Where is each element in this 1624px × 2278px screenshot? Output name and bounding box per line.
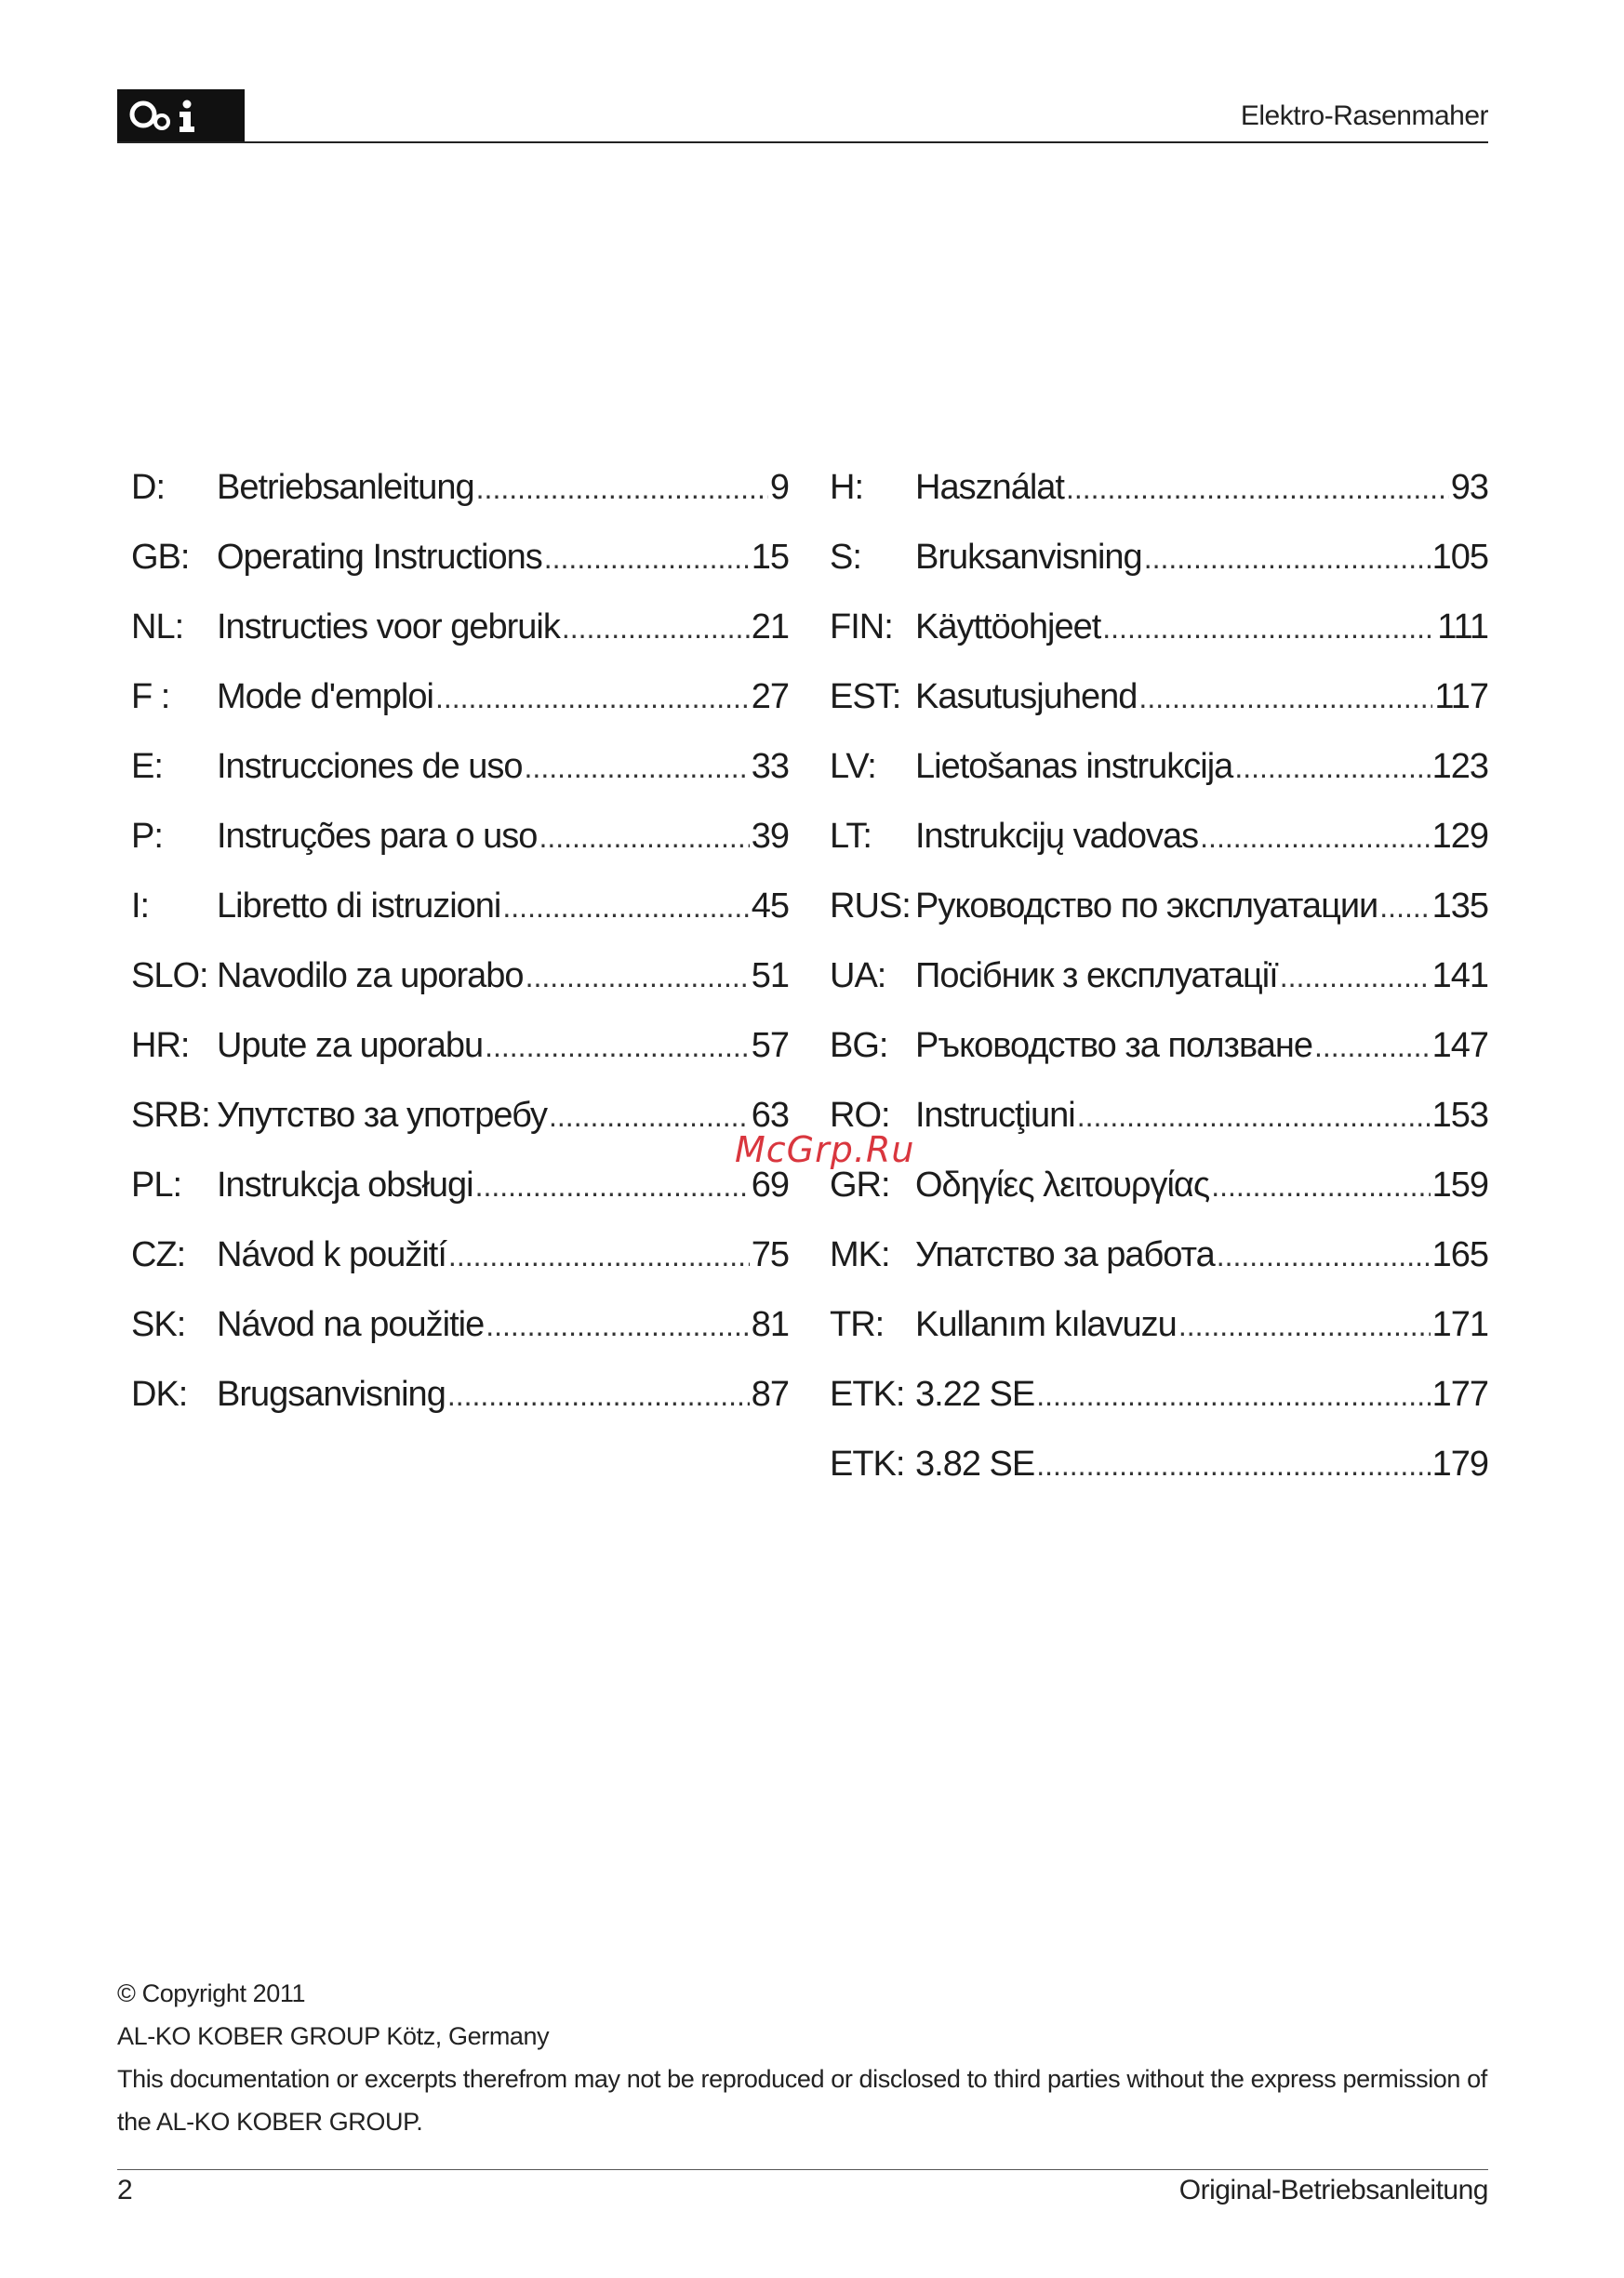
toc-entry[interactable]: [131, 817, 789, 886]
toc-entry[interactable]: [830, 538, 1488, 607]
manual-info-glyph: [128, 96, 231, 137]
toc-page: 93: [1450, 468, 1488, 507]
toc-leader: [476, 472, 768, 506]
toc-entry[interactable]: [131, 677, 789, 747]
toc-entry[interactable]: [830, 1445, 1488, 1514]
toc-page: 51: [751, 956, 789, 995]
toc-page: 141: [1431, 956, 1488, 995]
disclaimer-text: This documentation or excerpts therefrom may not be reproduced or disclosed to third parties without the express permission of the AL-KO KOBER GROUP.: [117, 2065, 1487, 2136]
toc-language-code: BG:: [830, 1026, 888, 1065]
toc-page: 45: [751, 886, 789, 926]
toc-title: Mode d'emploi: [217, 677, 433, 716]
toc-language-code: MK:: [830, 1235, 890, 1274]
toc-page: 87: [751, 1375, 789, 1414]
toc-language-code: S:: [830, 538, 861, 577]
toc-entry[interactable]: [131, 1235, 789, 1305]
toc-title: Ръководство за ползване: [915, 1026, 1312, 1065]
toc-leader: [435, 681, 750, 715]
toc-leader: [1144, 541, 1431, 576]
toc-page: 63: [751, 1096, 789, 1135]
toc-left-column: [131, 468, 789, 1445]
toc-title: Bruksanvisning: [915, 538, 1142, 577]
toc-page: 159: [1431, 1166, 1488, 1205]
toc-entry[interactable]: [131, 886, 789, 956]
toc-language-code: EST:: [830, 677, 901, 716]
toc-title: Instruções para o uso: [217, 817, 538, 856]
toc-language-code: NL:: [131, 607, 184, 646]
toc-title: Упатство за работа: [915, 1235, 1215, 1274]
toc-entry[interactable]: [131, 538, 789, 607]
toc-entry[interactable]: [131, 1375, 789, 1445]
toc-entry[interactable]: [131, 747, 789, 817]
page-number: 2: [117, 2175, 133, 2205]
toc-leader: [447, 1379, 750, 1413]
footer-divider: [117, 2169, 1488, 2170]
toc-title: Kasutusjuhend: [915, 677, 1138, 716]
toc-title: Посібник з експлуатації: [915, 956, 1278, 995]
toc-leader: [475, 1169, 750, 1204]
toc-leader: [526, 960, 750, 994]
toc-leader: [486, 1309, 750, 1343]
toc-page: 165: [1431, 1235, 1488, 1274]
toc-language-code: ETK:: [830, 1375, 905, 1414]
toc-title: Navodilo za uporabo: [217, 956, 524, 995]
toc-language-code: DK:: [131, 1375, 188, 1414]
toc-page: 81: [751, 1305, 789, 1344]
toc-language-code: RO:: [830, 1096, 890, 1135]
toc-page: 123: [1431, 747, 1488, 786]
toc-language-code: GB:: [131, 538, 190, 577]
toc-title: Instructies voor gebruik: [217, 607, 560, 646]
toc-page: 57: [751, 1026, 789, 1065]
copyright-line: © Copyright 2011: [117, 1979, 306, 2007]
toc-title: Návod na použitie: [217, 1305, 485, 1344]
toc-language-code: HR:: [131, 1026, 190, 1065]
toc-entry[interactable]: [830, 1375, 1488, 1445]
toc-language-code: D:: [131, 468, 165, 507]
toc-entry[interactable]: [830, 747, 1488, 817]
toc-entry[interactable]: [830, 1305, 1488, 1375]
toc-leader: [1077, 1099, 1431, 1134]
toc-page: 33: [751, 747, 789, 786]
toc-language-code: GR:: [830, 1166, 890, 1205]
toc-title: Instrucţiuni: [915, 1096, 1075, 1135]
toc-leader: [1280, 960, 1431, 994]
toc-leader: [1138, 681, 1432, 715]
toc-title: Libretto di istruzioni: [217, 886, 501, 926]
toc-title: Upute za uporabu: [217, 1026, 484, 1065]
toc-language-code: I:: [131, 886, 150, 926]
toc-leader: [525, 751, 750, 785]
toc-page: 21: [751, 607, 789, 646]
toc-page: 179: [1431, 1445, 1488, 1484]
toc-page: 39: [751, 817, 789, 856]
toc-entry[interactable]: [131, 468, 789, 538]
toc-title: Упутство за употребу: [217, 1096, 548, 1135]
toc-entry[interactable]: [830, 817, 1488, 886]
toc-title: Instrukcja obsługi: [217, 1166, 473, 1205]
toc-page: 153: [1431, 1096, 1488, 1135]
toc-title: Brugsanvisning: [217, 1375, 446, 1414]
toc-title: Instrucciones de uso: [217, 747, 523, 786]
toc-entry[interactable]: [830, 886, 1488, 956]
toc-language-code: H:: [830, 468, 863, 507]
header-title: Elektro-Rasenmaher: [1240, 100, 1488, 131]
toc-leader: [485, 1030, 750, 1064]
toc-entry[interactable]: [830, 468, 1488, 538]
toc-language-code: F :: [131, 677, 170, 716]
company-line: AL-KO KOBER GROUP Kötz, Germany: [117, 2022, 550, 2050]
toc-title: Használat: [915, 468, 1064, 507]
toc-title: 3.22 SE: [915, 1375, 1035, 1414]
toc-entry[interactable]: [131, 1305, 789, 1375]
toc-leader: [1217, 1239, 1431, 1273]
toc-language-code: SK:: [131, 1305, 186, 1344]
toc-language-code: UA:: [830, 956, 886, 995]
copyright-block: [117, 1972, 1494, 2143]
toc-language-code: PL:: [131, 1166, 182, 1205]
toc-language-code: ETK:: [830, 1445, 905, 1484]
toc-entry[interactable]: [131, 1096, 789, 1166]
toc-page: 129: [1431, 817, 1488, 856]
toc-entry[interactable]: [830, 1096, 1488, 1166]
toc-language-code: P:: [131, 817, 163, 856]
toc-page: 75: [751, 1235, 789, 1274]
toc-title: Руководство по эксплуатации: [915, 886, 1378, 926]
toc-leader: [1178, 1309, 1431, 1343]
toc-leader: [502, 890, 749, 925]
toc-language-code: FIN:: [830, 607, 893, 646]
toc-page: 15: [751, 538, 789, 577]
toc-page: 117: [1434, 677, 1488, 716]
toc-entry[interactable]: [131, 956, 789, 1026]
toc-title: Betriebsanleitung: [217, 468, 474, 507]
toc-page: 171: [1431, 1305, 1488, 1344]
toc-title: 3.82 SE: [915, 1445, 1035, 1484]
watermark: McGrp.Ru: [735, 1129, 915, 1170]
toc-leader: [549, 1099, 750, 1134]
toc-title: Instrukcijų vadovas: [915, 817, 1199, 856]
toc-title: Operating Instructions: [217, 538, 542, 577]
toc-entry[interactable]: [131, 1166, 789, 1235]
toc-leader: [539, 820, 749, 855]
toc-leader: [1379, 890, 1430, 925]
footer-title: Original-Betriebsanleitung: [1178, 2175, 1488, 2205]
toc-entry[interactable]: [830, 607, 1488, 677]
toc-page: 105: [1431, 538, 1488, 577]
toc-title: Návod k použití: [217, 1235, 446, 1274]
header-divider: [117, 141, 1488, 143]
toc-page: 9: [769, 468, 789, 507]
toc-page: 147: [1431, 1026, 1488, 1065]
toc-page: 135: [1431, 886, 1488, 926]
manual-info-icon: [117, 89, 245, 142]
toc-leader: [562, 611, 750, 646]
toc-leader: [1211, 1169, 1430, 1204]
toc-leader: [1200, 820, 1430, 855]
toc-leader: [1036, 1448, 1430, 1483]
toc-entry[interactable]: [131, 607, 789, 677]
toc-page: 69: [751, 1166, 789, 1205]
toc-title: Kullanım kılavuzu: [915, 1305, 1177, 1344]
toc-leader: [448, 1239, 750, 1273]
toc-page: 111: [1437, 607, 1488, 646]
toc-entry[interactable]: [830, 1166, 1488, 1235]
toc-title: Lietošanas instrukcija: [915, 747, 1233, 786]
toc-language-code: RUS:: [830, 886, 911, 926]
toc-language-code: CZ:: [131, 1235, 186, 1274]
toc-leader: [1314, 1030, 1431, 1064]
toc-entry[interactable]: [830, 956, 1488, 1026]
toc-right-column: [830, 468, 1488, 1514]
toc-title: Käyttöohjeet: [915, 607, 1101, 646]
toc-language-code: LT:: [830, 817, 872, 856]
toc-entry[interactable]: [131, 1026, 789, 1096]
toc-language-code: E:: [131, 747, 163, 786]
toc-leader: [1036, 1379, 1430, 1413]
toc-entry[interactable]: [830, 1026, 1488, 1096]
toc-leader: [1066, 472, 1449, 506]
toc-language-code: SRB:: [131, 1096, 210, 1135]
toc-language-code: SLO:: [131, 956, 208, 995]
toc-language-code: LV:: [830, 747, 876, 786]
toc-leader: [544, 541, 750, 576]
toc-leader: [1234, 751, 1430, 785]
toc-language-code: TR:: [830, 1305, 885, 1344]
toc-page: 177: [1431, 1375, 1488, 1414]
toc-leader: [1102, 611, 1435, 646]
toc-page: 27: [751, 677, 789, 716]
toc-entry[interactable]: [830, 677, 1488, 747]
toc-entry[interactable]: [830, 1235, 1488, 1305]
toc-title: Οδηγίες λειτουργίας: [915, 1166, 1210, 1205]
